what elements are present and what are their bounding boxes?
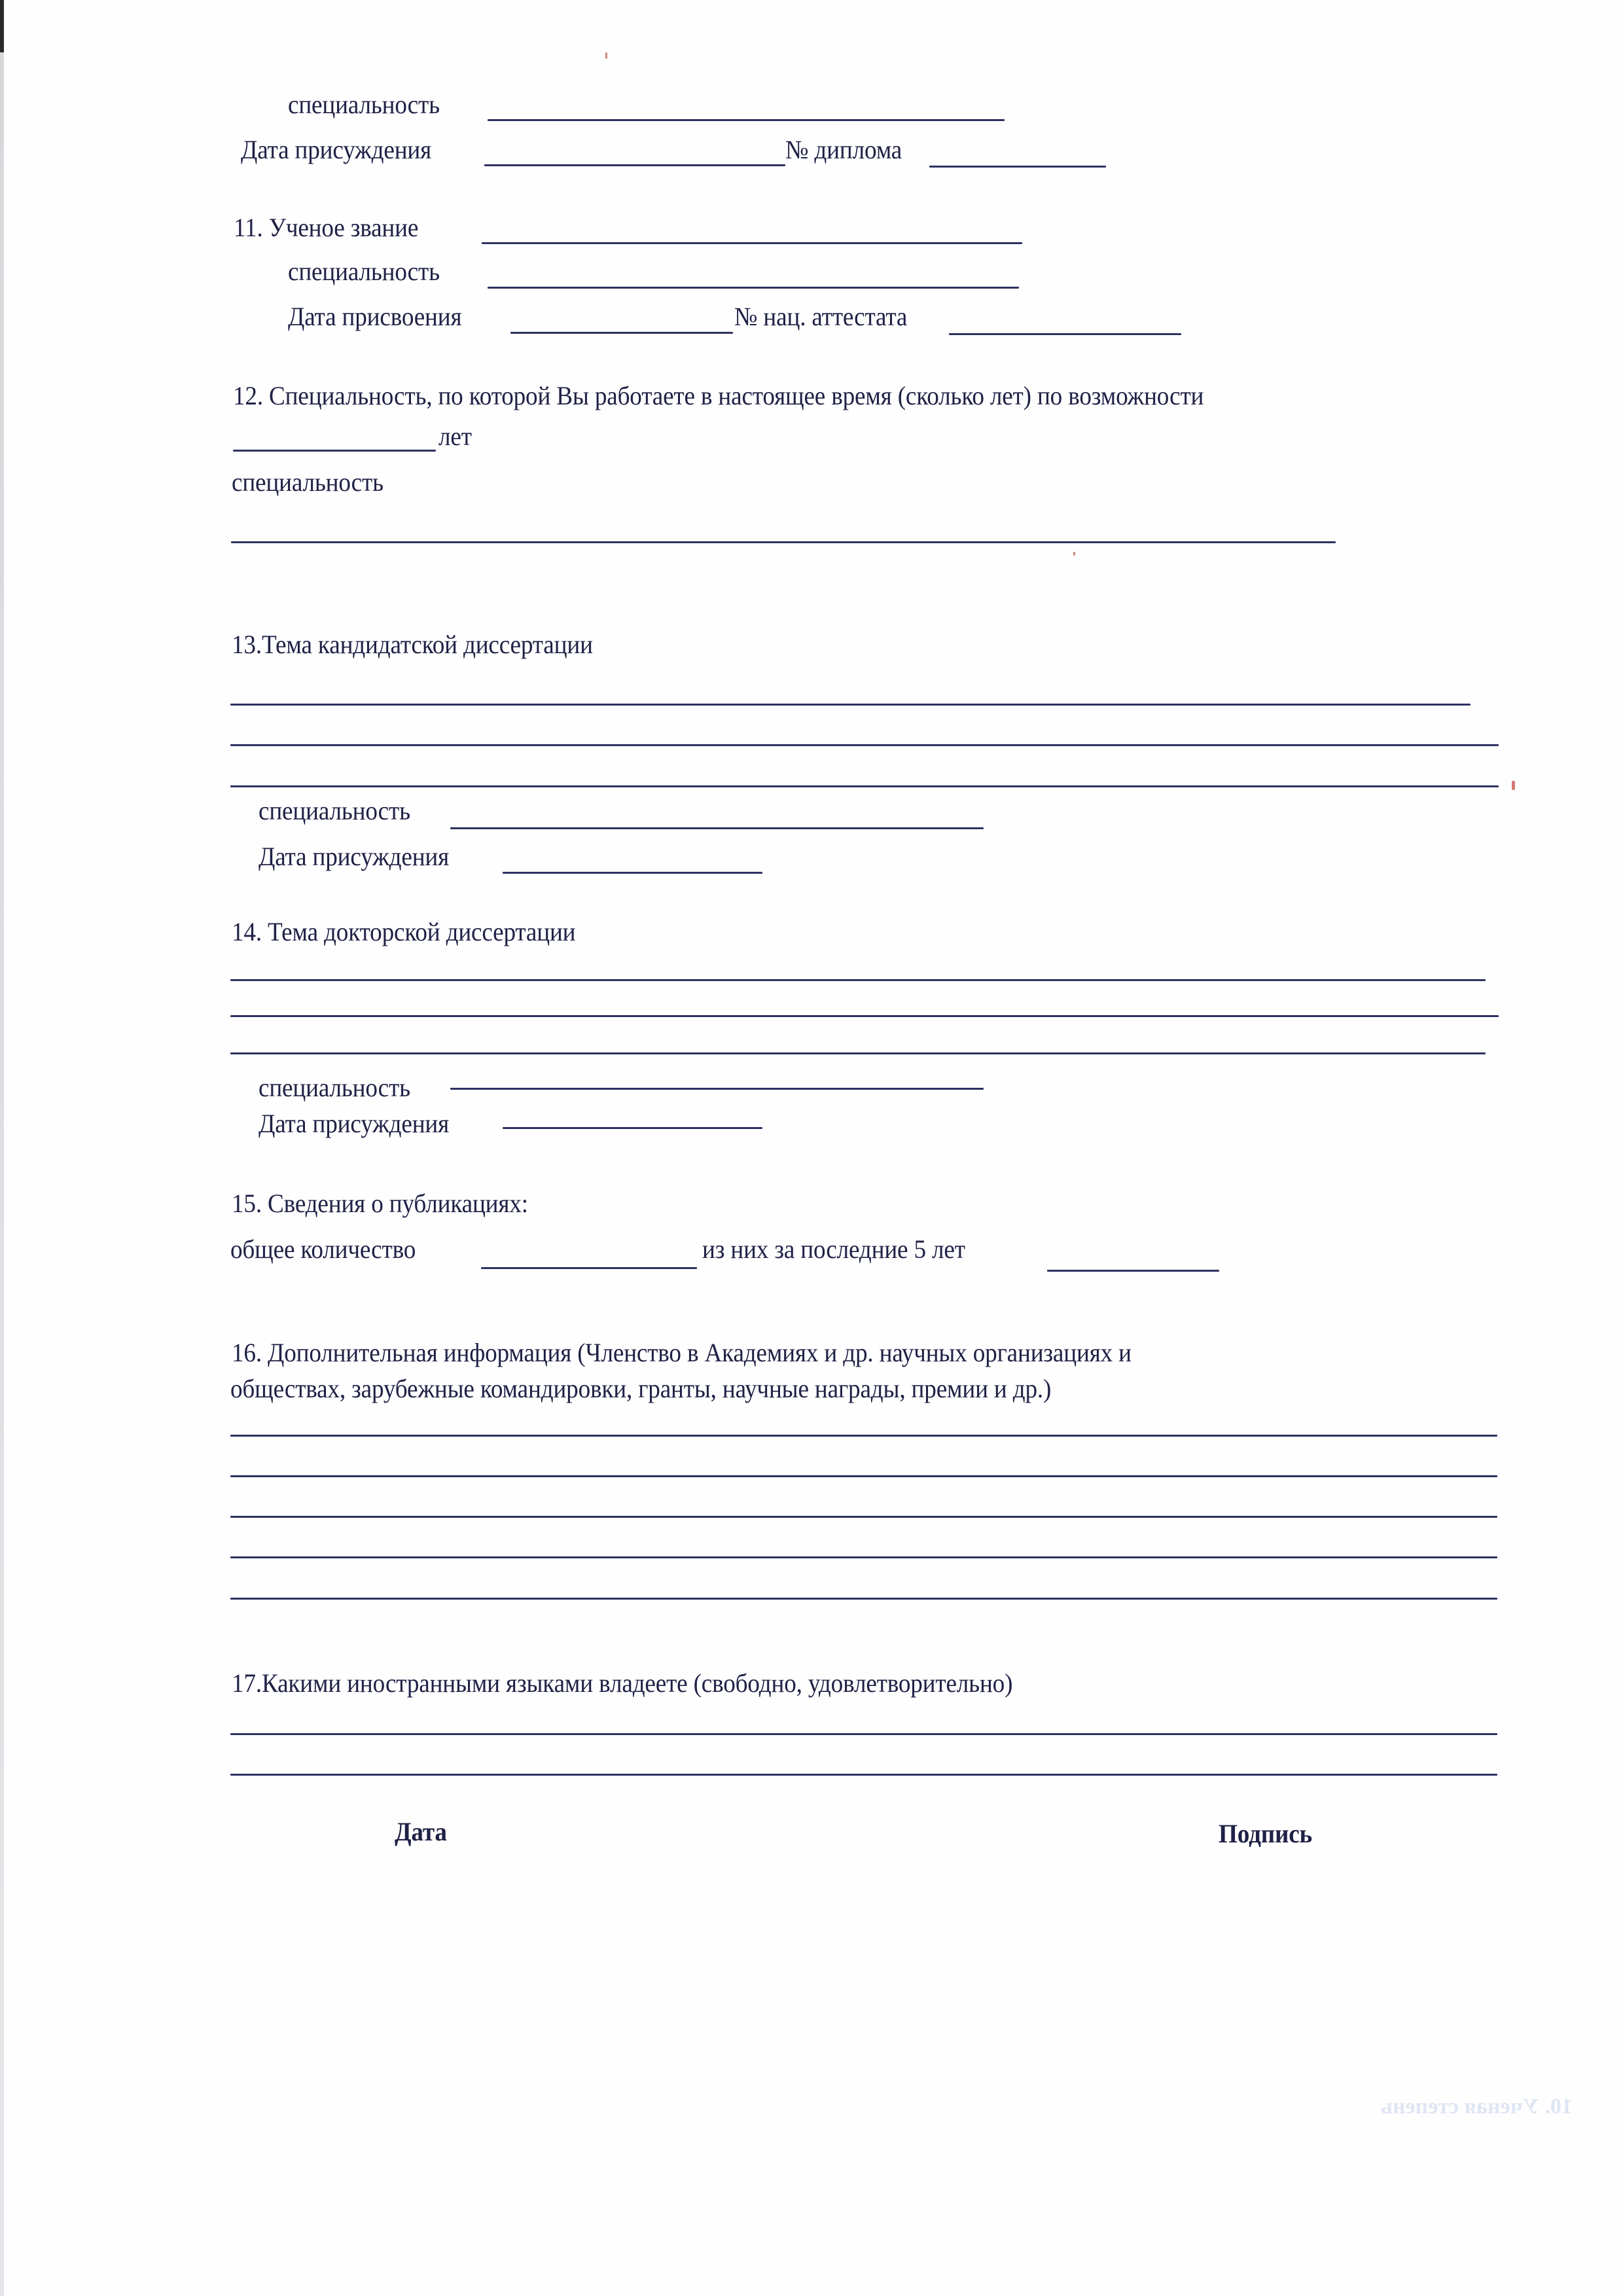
s10-specialty-label: специальность: [288, 90, 440, 119]
s13-title: 13.Тема кандидатской диссертации: [232, 630, 593, 659]
s16-field-3[interactable]: [230, 1490, 1500, 1517]
s17-title: 17.Какими иностранными языками владеете (свободно, удовлетворительно): [232, 1668, 1013, 1698]
s11-certificate-no-field[interactable]: [949, 307, 1184, 334]
signature-label: Подпись: [1219, 1819, 1313, 1848]
s14-award-date-label: Дата присуждения: [259, 1109, 450, 1138]
s14-title: 14. Тема докторской диссертации: [232, 917, 576, 946]
s15-last5-label: из них за последние 5 лет: [702, 1234, 965, 1264]
s14-award-date-field[interactable]: [503, 1101, 765, 1128]
s16-field-4[interactable]: [230, 1530, 1500, 1558]
s15-total-label: общее количество: [230, 1234, 416, 1264]
s14-topic-field-1[interactable]: [230, 953, 1488, 980]
s13-topic-field-1[interactable]: [230, 677, 1473, 705]
s11-academic-title-field[interactable]: [482, 216, 1025, 243]
s16-field-2[interactable]: [230, 1449, 1500, 1477]
s14-specialty-label: специальность: [259, 1073, 410, 1102]
scan-edge: [0, 0, 4, 2296]
scan-speck: [1512, 781, 1515, 790]
s13-award-date-field[interactable]: [503, 846, 765, 873]
s16-title-line2: обществах, зарубежные командировки, гранты, научные награды, премии и др.): [230, 1374, 1052, 1403]
date-label: Дата: [395, 1817, 447, 1846]
s10-diploma-no-field[interactable]: [929, 139, 1109, 167]
s13-specialty-field[interactable]: [450, 801, 986, 829]
s11-title: 11. Ученое звание: [234, 213, 419, 242]
s17-field-2[interactable]: [230, 1748, 1500, 1775]
s15-total-field[interactable]: [481, 1241, 700, 1268]
s14-topic-field-3[interactable]: [230, 1026, 1488, 1054]
s15-last5-field[interactable]: [1047, 1244, 1222, 1271]
s12-title: 12. Специальность, по которой Вы работаете в настоящее время (сколько лет) по возможности: [233, 381, 1204, 410]
s10-diploma-no-label: № диплома: [785, 135, 902, 164]
s13-topic-field-3[interactable]: [230, 759, 1501, 787]
s13-award-date-label: Дата присуждения: [259, 842, 450, 871]
scan-speck: [1073, 552, 1075, 556]
s16-field-1[interactable]: [230, 1408, 1500, 1436]
s11-specialty-field[interactable]: [488, 260, 1022, 288]
s10-award-date-label: Дата присуждения: [241, 135, 432, 164]
bleed-through-text: 10. Ученая степень: [1381, 2094, 1573, 2119]
scan-speck: [605, 52, 607, 59]
s15-title: 15. Сведения о публикациях:: [232, 1189, 528, 1218]
s12-years-field[interactable]: [233, 423, 438, 451]
s16-title-line1: 16. Дополнительная информация (Членство в Академиях и др. научных организациях и: [232, 1338, 1132, 1367]
s13-topic-field-2[interactable]: [230, 718, 1501, 745]
s17-field-1[interactable]: [230, 1707, 1500, 1734]
s14-specialty-field[interactable]: [450, 1066, 986, 1093]
s10-award-date-field[interactable]: [484, 138, 788, 166]
s11-certificate-no-label: № нац. аттестата: [734, 302, 908, 331]
s14-topic-field-2[interactable]: [230, 989, 1501, 1016]
s10-specialty-field[interactable]: [488, 93, 1007, 120]
s13-specialty-label: специальность: [259, 796, 410, 825]
s11-assign-date-field[interactable]: [510, 306, 736, 333]
s11-specialty-label: специальность: [288, 257, 440, 286]
s12-years-label: лет: [438, 422, 472, 451]
s12-specialty-label: специальность: [232, 467, 383, 497]
s11-assign-date-label: Дата присвоения: [288, 302, 462, 331]
s16-field-5[interactable]: [230, 1571, 1500, 1599]
s12-specialty-field[interactable]: [231, 515, 1338, 543]
